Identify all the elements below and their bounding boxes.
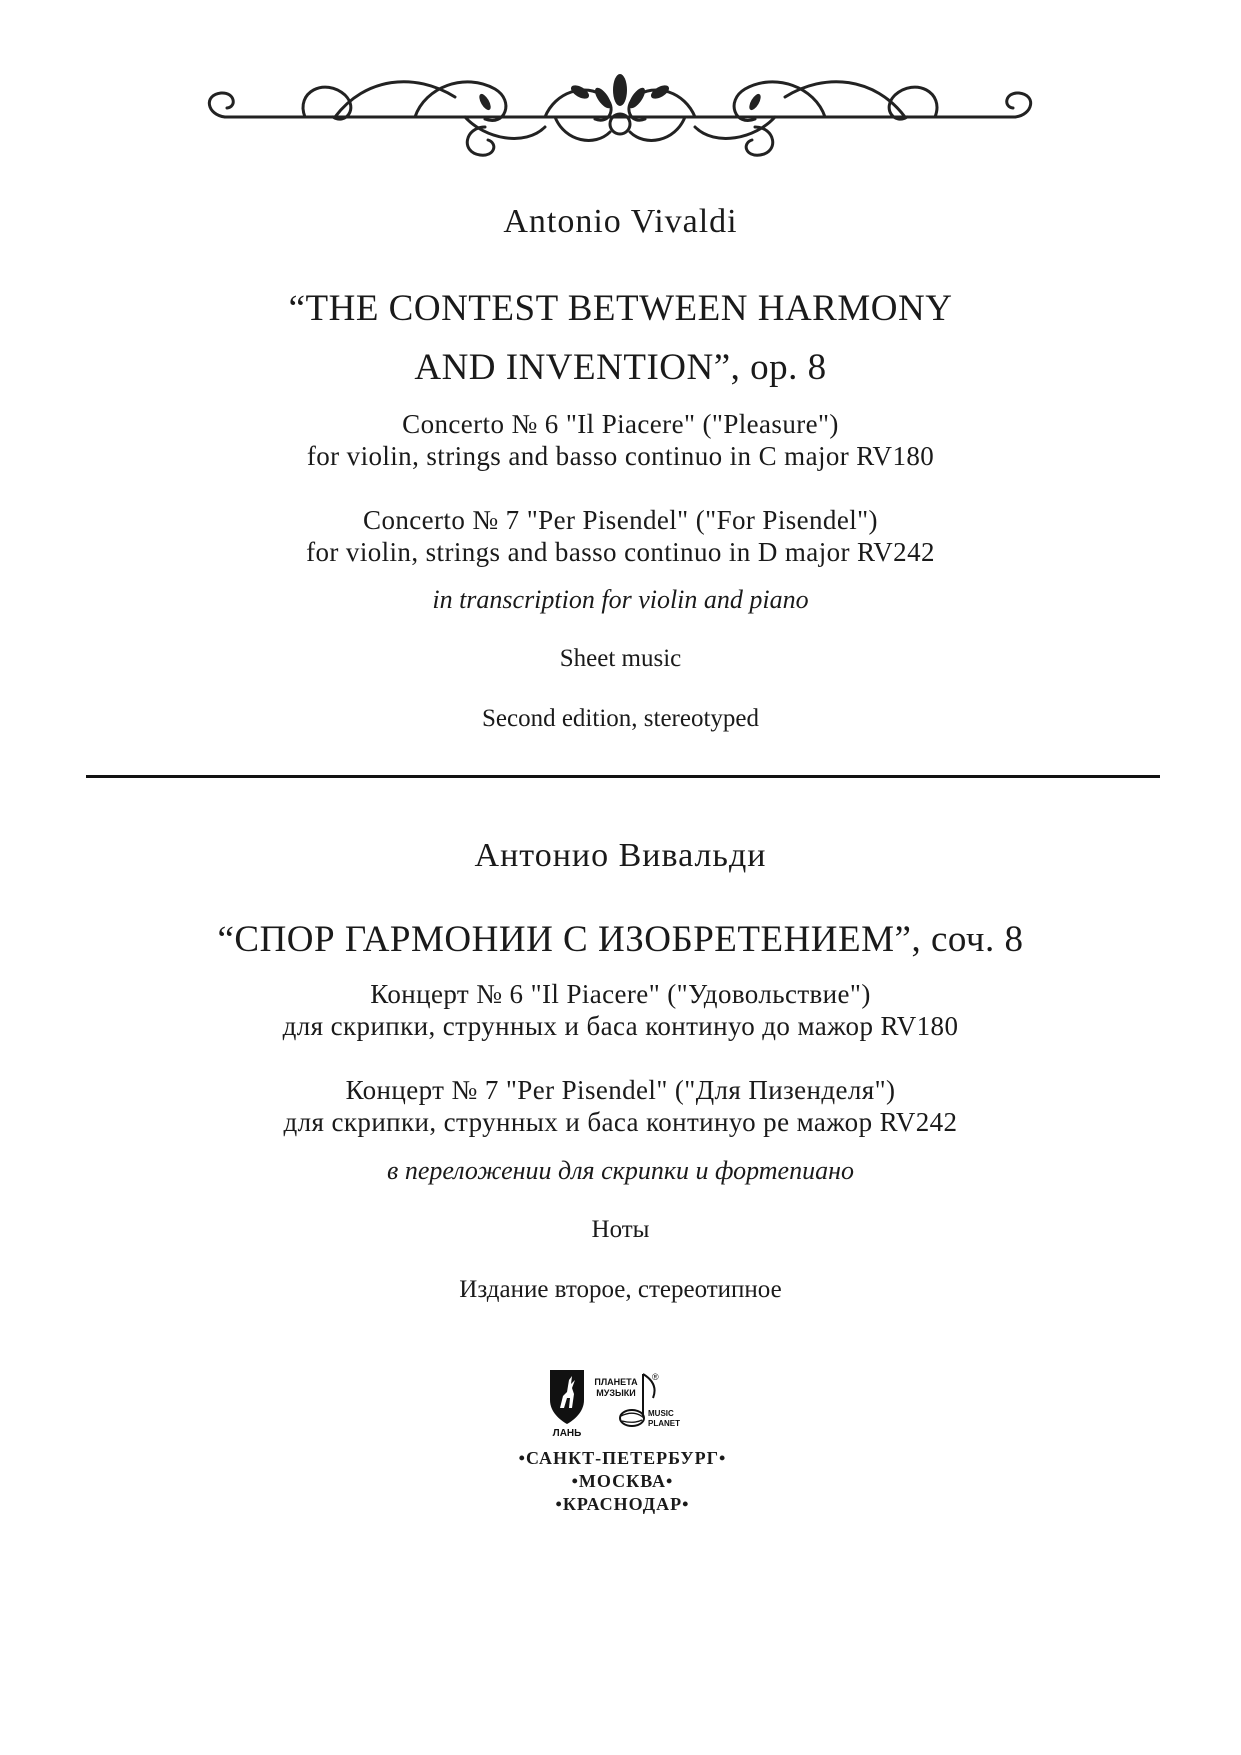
svg-text:ПЛАНЕТА: ПЛАНЕТА (594, 1377, 638, 1387)
city-krasnodar: •КРАСНОДАР• (555, 1494, 690, 1514)
title-english-line1: “THE CONTEST BETWEEN HARMONY (288, 288, 953, 329)
svg-text:МУЗЫКИ: МУЗЫКИ (596, 1388, 636, 1398)
author-russian: Антонио Вивальди (474, 837, 767, 874)
lan-logo-icon (550, 1370, 584, 1439)
edition-english: Second edition, stereotyped (481, 705, 759, 732)
concerto7-english-line1: Concerto № 7 "Per Pisendel" ("For Pisendel") (363, 505, 878, 535)
concerto6-russian-line2: для скрипки, струнных и баса континуо до мажор RV180 (282, 1011, 959, 1041)
title-english-line2: AND INVENTION”, op. 8 (414, 347, 827, 388)
genre-english: Sheet music (559, 645, 682, 672)
planeta-muzyki-logo-icon (594, 1372, 680, 1428)
genre-russian: Ноты (591, 1216, 650, 1243)
svg-text:PLANET: PLANET (648, 1419, 680, 1428)
svg-text:ЛАНЬ: ЛАНЬ (552, 1428, 582, 1439)
publisher-logo (548, 1368, 698, 1440)
concerto7-english-line2: for violin, strings and basso continuo in D major RV242 (306, 537, 935, 567)
edition-russian: Издание второе, стереотипное (459, 1276, 782, 1303)
transcription-russian: в переложении для скрипки и фортепиано (387, 1156, 854, 1185)
concerto7-russian-line2: для скрипки, струнных и баса континуо ре мажор RV242 (283, 1107, 958, 1137)
svg-text:®: ® (652, 1372, 659, 1382)
author-english: Antonio Vivaldi (503, 203, 738, 240)
concerto6-english-line2: for violin, strings and basso continuo in C major RV180 (306, 441, 935, 471)
concerto7-russian-line1: Концерт № 7 "Per Pisendel" ("Для Пизенделя") (345, 1075, 896, 1105)
city-saint-petersburg: •САНКТ-ПЕТЕРБУРГ• (518, 1448, 727, 1468)
city-moscow: •МОСКВА• (571, 1471, 674, 1491)
title-russian: “СПОР ГАРМОНИИ С ИЗОБРЕТЕНИЕМ”, соч. 8 (217, 919, 1024, 960)
svg-text:MUSIC: MUSIC (648, 1409, 674, 1418)
concerto6-russian-line1: Концерт № 6 "Il Piacere" ("Удовольствие") (370, 979, 871, 1009)
section-divider (86, 775, 1160, 778)
concerto6-english-line1: Concerto № 6 "Il Piacere" ("Pleasure") (402, 409, 839, 439)
transcription-english: in transcription for violin and piano (432, 585, 809, 614)
ornament-flourish-icon (185, 62, 1055, 162)
